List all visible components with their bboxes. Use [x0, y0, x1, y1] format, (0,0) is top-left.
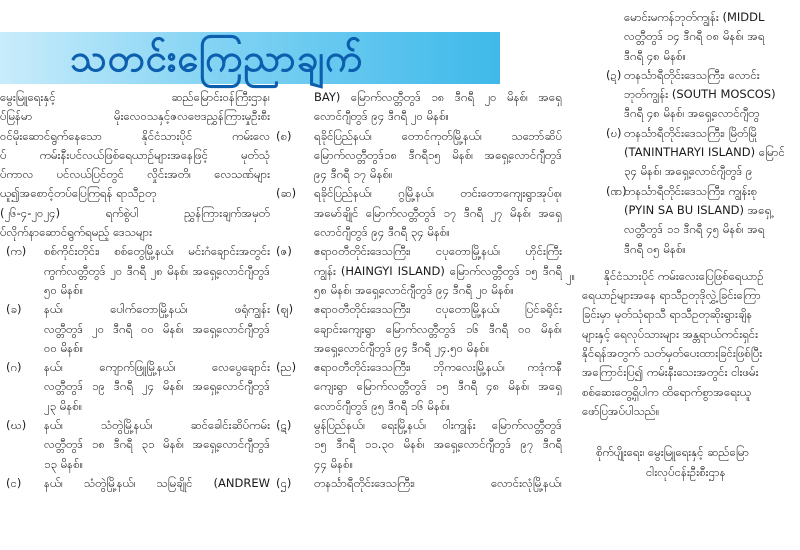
item-line: တနင်္သာရီတိုင်းဒေသကြီး၊ မြိတ်မြို [624, 125, 757, 140]
item-number: (င) [6, 475, 22, 490]
item-line: ၅၈ မိနစ်၊ အရှေ့လောင်ဂျီတွဒ် ၉၄ ဒီဂရီ ၂၀ မိနစ်။ [314, 282, 514, 297]
item-number: (ဈ) [276, 302, 294, 317]
paragraph-number: ၂။ [566, 268, 576, 283]
item-line: ဧရာဝတီတိုင်းဒေသကြီး၊ ငပုတောမြို့နယ်၊ ပြင်ခရိုင်း [314, 302, 562, 317]
item-line: လတ္တီတွဒ် ၁၈ ဒီဂရီ ၃၁ မိနစ်၊ အရှေ့လောင်ဂျီတွဒ် [44, 437, 270, 452]
paragraph-line: ဖော်ပြအပ်ပါသည်။ [582, 403, 660, 418]
list-item [270, 242, 562, 300]
column-1 [0, 88, 270, 543]
list-item [270, 300, 562, 358]
item-line: လတ္တီတွဒ် ၁၉ ဒီဂရီ ၂၄ မိနစ်၊ အရှေ့လောင်ဂျီတွဒ် [44, 379, 270, 394]
list-item [0, 242, 270, 300]
item-line: ဧရာဝတီတိုင်းဒေသကြီး၊ ငပုတောမြို့နယ်၊ ဟိုင်းကြီး [314, 244, 562, 259]
item-number: (က) [6, 244, 27, 259]
intro-line: ပ်မြန်မာ မိုးလေဝသနှင့်ဇလဗေဒညွှန်ကြားမှုဦးစီး [0, 109, 270, 124]
item-number: (ဍ) [606, 67, 622, 82]
paragraph-2 [566, 267, 800, 421]
list-item-continued [270, 88, 562, 127]
item-line: ရခိုင်ပြည်နယ်၊ တောင်ကုတ်မြို့နယ်၊ သဘော်ဆိပ် [314, 128, 562, 143]
list-item [270, 416, 562, 474]
item-line: ရခိုင်ပြည်နယ်၊ ဂွမြို့နယ်၊ တင်းတောကျေးရွာအုပ်စု၊ [314, 186, 562, 201]
item-number: (ဎ) [606, 125, 622, 140]
list-item [0, 358, 270, 416]
item-line: တနင်္သာရီတိုင်းဒေသကြီး၊ လောင်းလုံမြို့နယ်၊ [314, 475, 562, 490]
item-line: BAY) မြောက်လတ္တီတွဒ် ၁၈ ဒီဂရီ ၂၀ မိနစ်၊ အရှေ့ [314, 90, 562, 104]
intro-line: ပ်ကာလ ပင်လယ်ပြင်တွင် လှိုင်းအတိ၊ လေသဏ်များ [0, 167, 270, 182]
item-line: နယ်၊ သံတွဲမြို့နယ်၊ သမြချိုင် (ANDREW [44, 475, 270, 490]
list-item [0, 416, 270, 474]
item-line: လောင်ဂျီတွဒ် ၉၄ ဒီဂရီ ၃၄ မိနစ်။ [314, 225, 450, 240]
signature-line: ငါးလုပ်ငန်းဦးစီးဌာန [646, 464, 726, 479]
announcement-title: သတင်းကြေညာချက် [70, 36, 364, 80]
paragraph-line: စစ်ဆေးတွေ့ရှိပါက ထိရောက်စွာအရေးယူ [582, 384, 751, 399]
item-line: (TANINTHARYI ISLAND) မြောင် [624, 145, 785, 160]
item-line: လတ္တီတွဒ် ၁၁ ဒီဂရီ ၄၅ မိနစ်၊ အရ [624, 222, 765, 237]
item-number: (ည) [276, 360, 297, 375]
intro-line: ပ်လိုက်နာဆောင်ရွက်ရမည့် ဒေသများ [0, 225, 153, 240]
item-number: (ခ) [6, 302, 22, 317]
item-line: မွန်ပြည်နယ်၊ ရေးမြို့နယ်၊ ဝါးကျွန်း မြောက်လတ္တီတွဒ် [314, 418, 562, 433]
item-number: (စ) [276, 128, 292, 143]
list-item [0, 300, 270, 358]
item-line: ဘုတ်ကျွန်း (SOUTH MOSCOS) [624, 87, 776, 102]
item-line: လတ္တီတွဒ် ၁၄ ဒီဂရီ ၀၈ မိနစ်၊ အရ [624, 29, 765, 44]
item-line: လောင်ဂျီတွဒ် ၉၅ ဒီဂရီ ၁၆ မိနစ်။ [314, 398, 450, 413]
signature-block [566, 443, 800, 482]
item-number: (ဂ) [6, 360, 22, 375]
paragraph-line: များနှင့် ရေလုပ်သားများ အန္တရာယ်ကင်းရှင်း [582, 326, 759, 341]
item-line: ဒီဂရီ ၀၅ မိနစ်။ [624, 241, 686, 256]
list-item-continued [566, 8, 800, 66]
paragraph-line: ခြင်းမှာ မုတ်သုံရာသီ ရာသီဥတုဆိုးရွားချိန [582, 307, 753, 322]
item-number: (ဏ) [606, 183, 627, 198]
intro-line: ယူ၍အစောင့်တပ်ပြေကြရန် ရာသီဥတု [0, 186, 157, 201]
item-line: ဒီဂရီ ၄၈ မိနစ်၊ အရှေ့လောင်ဂျီတွ [624, 106, 760, 121]
item-line: တနင်္သာရီတိုင်းဒေသကြီး၊ ကျွန်းစု [624, 183, 757, 198]
item-line: ကွက်လတ္တီတွဒ် ၂၀ ဒီဂရီ ၂၈ မိနစ်၊ အရှေ့လောင်ဂျီတွဒ် [44, 263, 270, 278]
column-2 [270, 88, 562, 543]
item-line: အရှေ့လောင်ဂျီတွဒ် ၉၄ ဒီဂရီ ၂၄.၅၀ မိနစ်။ [314, 340, 490, 355]
item-line: စစ်ကိုင်းတိုင်း၊ စစ်တွေမြို့နယ်၊ မင်းဂံချောင်းအတွင်း [44, 244, 270, 259]
paragraph-line: နိုင်ငံသားပိုင် ကမ်းလေးပြေဖြစ်ရေယာဉ် [604, 268, 764, 283]
item-line: လတ္တီတွဒ် ၂၀ ဒီဂရီ ၀၀ မိနစ်၊ အရှေ့လောင်ဂျီတွဒ် [44, 321, 270, 336]
item-line: ချောင်းကျေးရွာ မြောက်လတ္တီတွဒ် ၁၆ ဒီဂရီ ၀၀ မိနစ်၊ [314, 321, 562, 336]
item-line: ၁၃ မိနစ်။ [44, 456, 84, 471]
item-line: (PYIN SA BU ISLAND) အရှေ့ [624, 202, 772, 217]
item-line: နယ်၊ ကျောက်ဖြူမြို့နယ်၊ လေပွေချောင်း [44, 360, 270, 375]
item-number: (ဋ) [276, 418, 292, 433]
list-item [270, 358, 562, 416]
list-item [0, 474, 270, 493]
paragraph-line: ရေယာဉ်များအနေ ရာသီဥတုဒိုလွှဲ့ခြင်းကြော [582, 288, 761, 303]
list-item [270, 474, 562, 493]
paragraph-line: နိုင်ရန်အတွက် သတ်မှတ်ပေးထားခြင်းဖြစ်ပြီး [582, 346, 763, 361]
item-line: ၃၄ မိနစ်၊ အရှေ့လောင်ဂျီတွဒ် ၉ [624, 164, 753, 179]
item-line: တနင်္သာရီတိုင်းဒေသကြီး၊ လောင်း [624, 67, 760, 82]
list-item [566, 182, 800, 259]
item-line: မြောက်လတ္တီတွဒ်၁၈ ဒီဂရီ၁၅ မိနစ်၊ အရှေ့လောင်ဂျီတွဒ် [314, 147, 562, 162]
item-line: နယ်၊ ပေါက်တောမြို့နယ်၊ ဖရုံကျွန်း [44, 302, 270, 317]
item-line: ၄၄ မိနစ်။ [314, 456, 354, 471]
list-item [566, 124, 800, 182]
intro-line: ဝင်မိုးဆောင်ရွက်နေသော နိုင်ငံသားပိုင် ကမ်းလေ [0, 128, 270, 143]
intro-line: ပ် ကမ်းနီးပင်လယ်ဖြစ်ရေယာဉ်များအနေဖြင့် မုတ်သုံ [0, 147, 270, 162]
item-line: ကျွန်း (HAINGYI ISLAND) မြောက်လတ္တီတွဒ် ၁၅ ဒီဂရီ [314, 263, 562, 278]
item-number: (ဇ) [276, 244, 292, 259]
list-item [566, 66, 800, 124]
item-line: ၂၃ မိနစ်။ [44, 398, 83, 413]
item-line: ၁၅ ဒီဂရီ ၁၁.၃၀ မိနစ်၊ အရှေ့လောင်ဂျီတွဒ် ၉၇ ဒီဂရီ [314, 437, 562, 452]
item-line: အမော်ချိုင် မြောက်လတ္တီတွဒ် ၁၇ ဒီဂရီ ၂၇ မိနစ်၊ အရှေ့ [314, 205, 562, 220]
signature-line: စိုက်ပျိုးရေး၊ မွေးမြူရေးနှင့် ဆည်မြော [596, 445, 750, 460]
paragraph-line: အကြောင်းပြ၍ ကမ်းနီးသေးအတွင်း ငါးဖမ်း [582, 365, 759, 380]
item-number: (ဃ) [6, 418, 27, 433]
item-line: ဒီဂရီ ၄၈ မိနစ်။ [624, 48, 686, 63]
intro-line: (၂၆-၄-၂၀၂၄) ရက်စွဲပါ ညွှန်ကြားချက်အမှတ် [0, 205, 270, 220]
item-line: ၅၀ မိနစ်။ [44, 282, 84, 297]
item-number: (ဆ) [276, 186, 297, 201]
item-line: ၉၄ ဒီဂရီ ၁၇ မိနစ်။ [314, 167, 393, 182]
title-banner [0, 32, 502, 84]
list-item [270, 127, 562, 185]
intro-paragraph [0, 88, 270, 242]
column-3 [566, 0, 800, 550]
item-line: ၀၀ မိနစ်။ [44, 340, 84, 355]
item-line: နယ်၊ သံတွဲမြို့နယ်၊ ဆင်ခေါင်းဆိပ်ကမ်း [44, 418, 270, 433]
list-item [270, 184, 562, 242]
item-number: (ဌ) [276, 475, 292, 490]
item-line: ကျေးရွာ မြောက်လတ္တီတွဒ် ၁၅ ဒီဂရီ ၄၈ မိနစ်၊ အရှေ့ [314, 379, 562, 394]
item-line: လောင်ဂျီတွဒ် ၉၄ ဒီဂရီ ၂၀ မိနစ်။ [314, 109, 450, 124]
intro-line: မွေးမြူရေးနှင့် ဆည်မြောင်းဝန်ကြီးဌာန၊ [0, 90, 270, 104]
item-line: မောင်းမကန်ဘုတ်ကျွန်း (MIDDL [624, 10, 765, 24]
item-line: ဧရာဝတီတိုင်းဒေသကြီး၊ ဘိုကလေးမြို့နယ်၊ ကဒုံကနီ [314, 360, 562, 375]
